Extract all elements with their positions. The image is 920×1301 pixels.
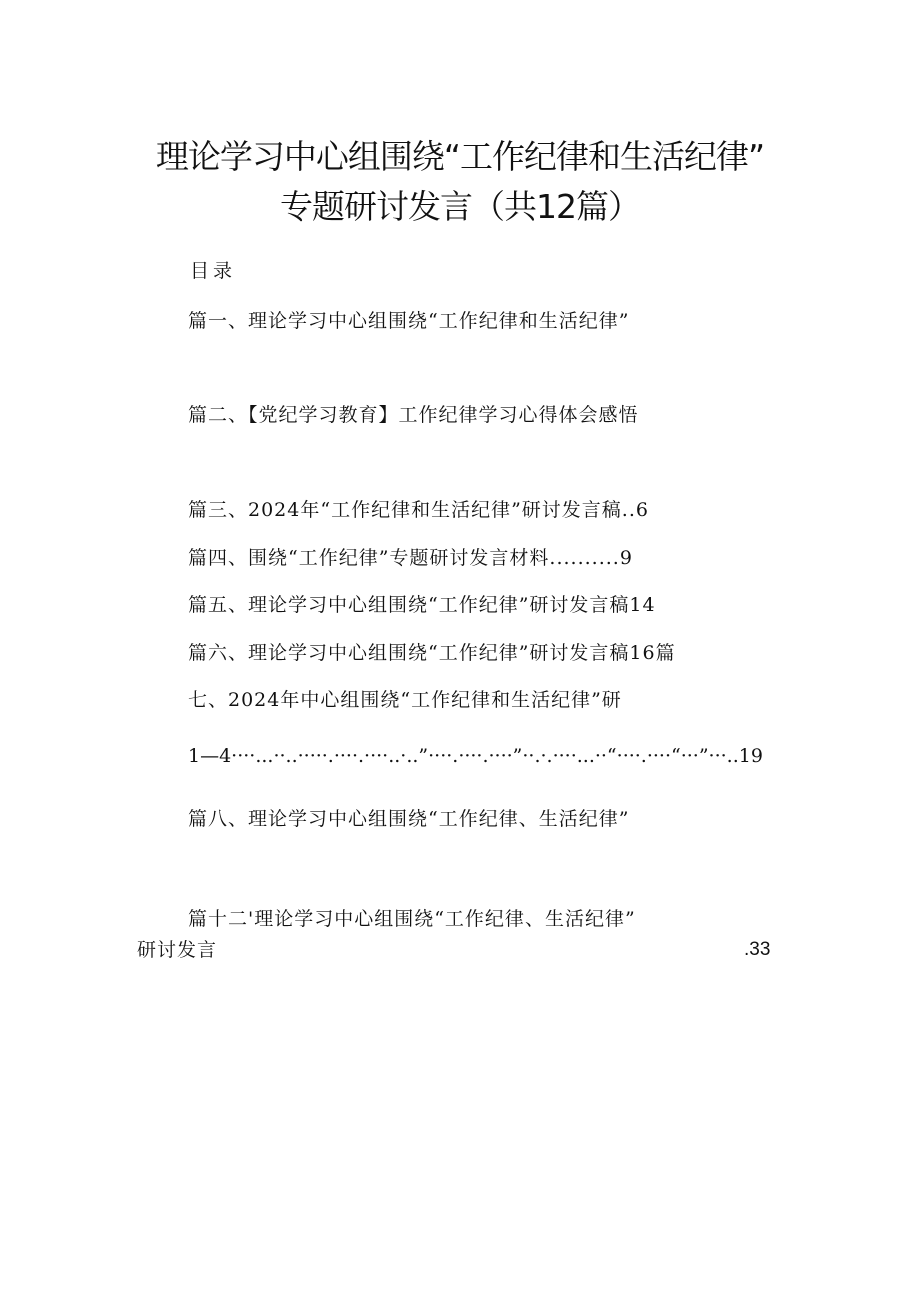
toc-entry-3: 篇三、2024年“工作纪律和生活纪律”研讨发言稿..6 [188,499,649,521]
toc-heading: 目录 [190,260,237,282]
toc-entry-2: 篇二、【党纪学习教育】工作纪律学习心得体会感悟 [188,404,639,426]
toc-entry-7: 七、2024年中心组围绕“工作纪律和生活纪律”研 [188,689,622,711]
toc-entry-8: 篇八、理论学习中心组围绕“工作纪律、生活纪律” [188,808,630,830]
toc-entry-1: 篇一、理论学习中心组围绕“工作纪律和生活纪律” [188,310,630,332]
toc-entry-12-continuation: 研讨发言 [137,939,218,961]
toc-entry-4: 篇四、围绕“工作纪律”专题研讨发言材料..........9 [188,547,633,569]
toc-entry-12-page: .33 [744,939,771,960]
toc-entry-12: 篇十二'理论学习中心组围绕“工作纪律、生活纪律” [188,908,636,930]
toc-entry-5: 篇五、理论学习中心组围绕“工作纪律”研讨发言稿14 [188,594,656,616]
toc-entry-7-leader: 1—4····...··..·····.····.····..·..”····.····.····”··.·.····...··“····.····“···”···..19 [188,745,763,767]
document-title-line-2: 专题研讨发言（共12篇） [280,187,640,226]
toc-entry-6: 篇六、理论学习中心组围绕“工作纪律”研讨发言稿16篇 [188,642,676,664]
document-title-line-1: 理论学习中心组围绕“工作纪律和生活纪律” [155,137,765,176]
